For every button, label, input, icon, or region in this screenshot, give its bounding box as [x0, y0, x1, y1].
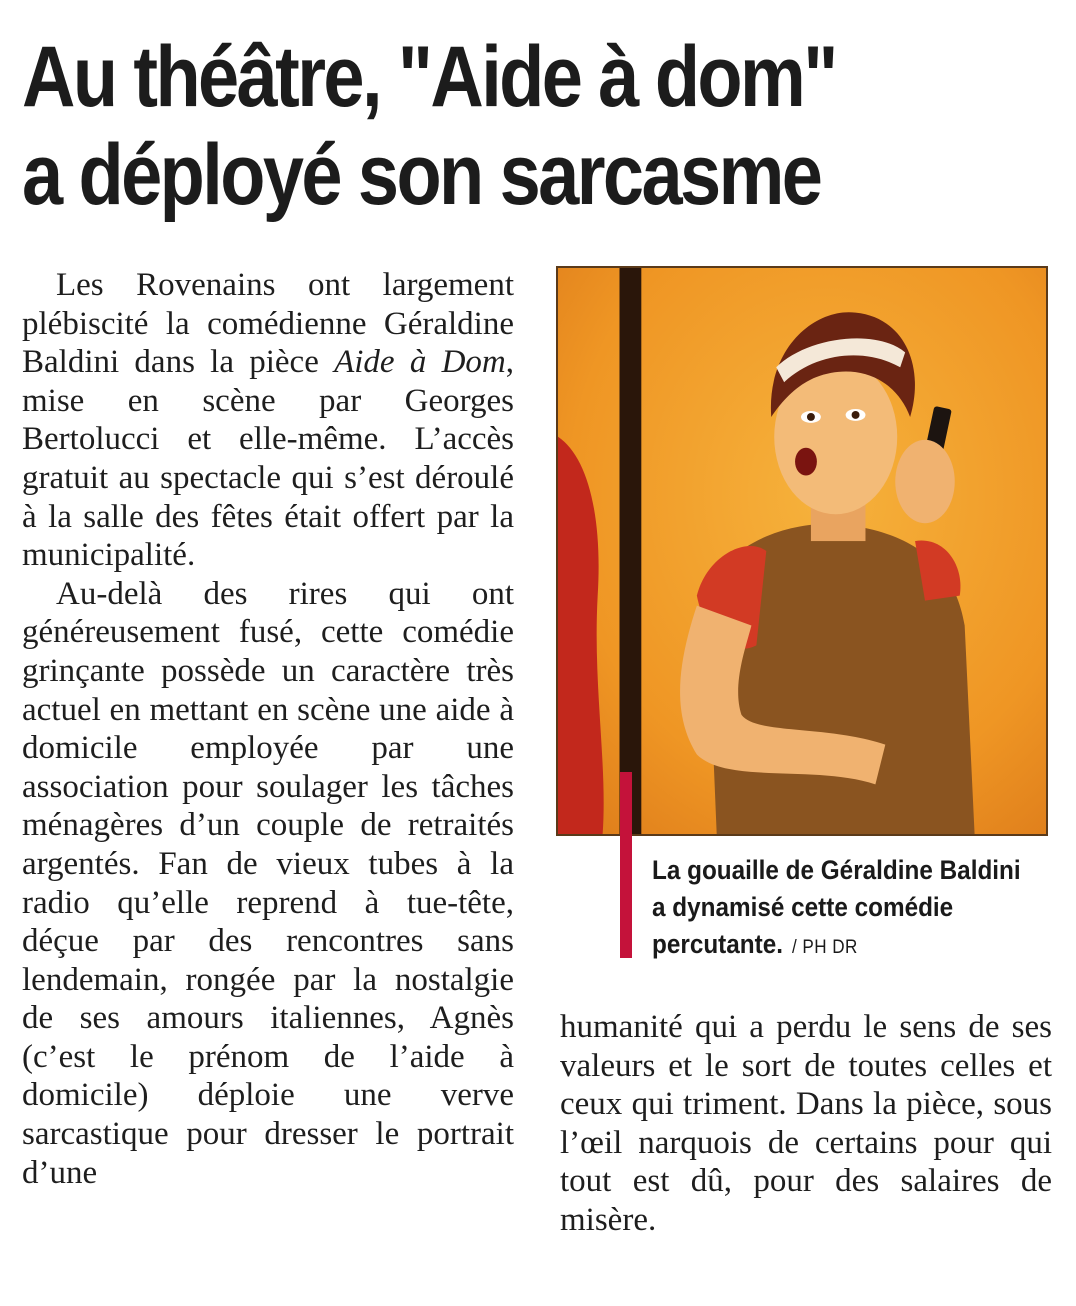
- caption-text: La gouaille de Géraldine Baldini a dynamisé cette comédie percutante.: [652, 855, 1021, 959]
- article-column-right: [560, 1008, 1052, 1240]
- paragraph-2: Au-delà des rires qui ont généreusement fusé, cette comédie grinçante possède un caractère très actuel en mettant en scène une aide à domicile employée par une association pour soulager les tâches ménagères d’un couple de retraités argentés. Fan de vieux tubes à la radio qu’elle reprend à tue-tête, déçue par des rencontres sans lendemain, rongée par la nostalgie de ses amours italiennes, Agnès (c’est le prénom de l’aide à domicile) déploie une verve sarcastique pour dresser le portrait d’une: [22, 575, 514, 1191]
- play-title: Aide à Dom: [334, 344, 506, 381]
- headline-line-2: a déployé son sarcasme: [22, 127, 821, 223]
- headline-line-1: Au théâtre, "Aide à dom": [22, 29, 836, 125]
- paragraph-2-continued: humanité qui a perdu le sens de ses valeurs et le sort de toutes celles et ceux qui triment. Dans la pièce, sous l’œil narquois de certains pour qui tout est dû, pour des salaires de misère.: [560, 1009, 1052, 1238]
- photo-caption: [652, 852, 1021, 966]
- photo-credit: / PH DR: [791, 937, 858, 958]
- actress-photo-illustration: [558, 268, 1046, 834]
- caption-accent-bar: [620, 772, 632, 958]
- article-photo: [556, 266, 1048, 836]
- paragraph-1-start: Les Rovenains ont largement plébiscité la comédienne Géraldine Baldini dans la pièce: [22, 267, 514, 381]
- article-headline: [22, 28, 916, 224]
- article-column-left: [22, 266, 514, 1192]
- paragraph-1: [22, 266, 514, 575]
- paragraph-1-end: , mise en scène par Georges Bertolucci et elle-même. L’accès gratuit au spectacle qui s’est déroulé à la salle des fêtes était offert par la municipalité.: [22, 344, 515, 574]
